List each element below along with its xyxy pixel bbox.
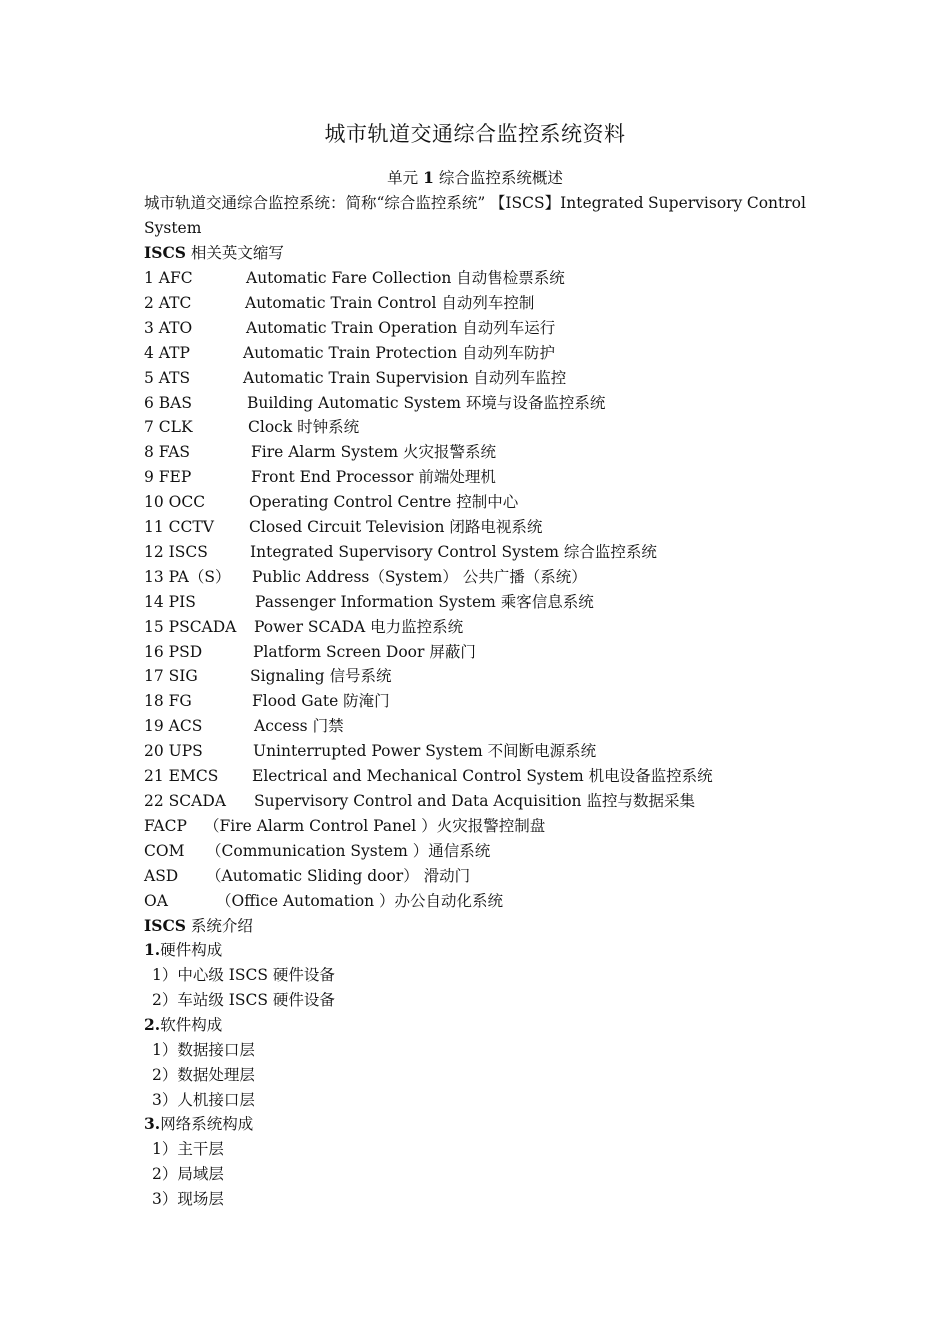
abbreviation-code: 15 PSCADA [144,617,237,636]
abbreviation-description: Flood Gate 防淹门 [252,692,390,711]
network-item: 2）局域层 [152,1165,224,1183]
intro-text-word-3: Control [746,194,806,212]
unit-name: 综合监控系统概述 [438,169,563,187]
software-heading [144,1015,222,1035]
abbreviation-row [144,766,844,786]
abbreviation-row [144,492,844,512]
abbreviation-code: 2 ATC [144,293,192,312]
abbreviation-code: 22 SCADA [144,791,226,810]
system-intro-heading-text: 系统介绍 [185,917,253,935]
abbreviation-description: Uninterrupted Power System 不间断电源系统 [253,742,597,761]
abbreviation-code: 14 PIS [144,592,196,611]
abbreviation-code: 20 UPS [144,742,203,761]
abbreviation-code: 19 ACS [144,717,203,736]
abbreviation-description: （Automatic Sliding door） 滑动门 [206,866,471,885]
abbreviation-code: 13 PA（S） [144,567,231,586]
abbreviations-heading-bold: ISCS [144,243,186,262]
abbreviation-description: Electrical and Mechanical Control System 机电设备监控系统 [252,767,713,785]
abbreviation-row [144,791,844,811]
abbreviation-description: Supervisory Control and Data Acquisition 监控与数据采集 [254,791,695,810]
abbreviation-row [144,666,844,686]
abbreviation-description: Passenger Information System 乘客信息系统 [255,592,594,611]
abbreviation-description: Power SCADA 电力监控系统 [254,617,464,636]
abbreviation-row [144,542,844,562]
abbreviation-row [144,691,844,711]
software-item: 1）数据接口层 [152,1041,255,1059]
network-heading-text: 网络系统构成 [160,1115,254,1133]
abbreviation-row [144,741,844,761]
unit-heading [0,166,950,188]
abbreviation-row [144,318,844,338]
intro-paragraph [144,193,806,213]
hardware-item: 2）车站级 ISCS 硬件设备 [152,991,335,1009]
abbreviation-code: 16 PSD [144,642,203,661]
abbreviation-row [144,617,844,637]
abbreviation-code: 17 SIG [144,667,198,686]
system-intro-heading [144,916,253,936]
abbreviation-row [144,467,844,487]
abbreviation-code: 7 CLK [144,418,193,437]
abbreviation-row [144,841,844,861]
unit-number: 1 [423,168,434,187]
abbreviation-row [144,816,844,836]
abbreviation-code: 8 FAS [144,443,191,462]
abbreviation-code: OA [144,891,168,910]
abbreviation-code: 21 EMCS [144,767,219,785]
abbreviation-description: Platform Screen Door 屏蔽门 [253,642,476,661]
intro-text-word-2: Supervisory [648,194,743,212]
intro-paragraph-continued: System [144,219,202,237]
abbreviation-description: Front End Processor 前端处理机 [251,468,496,487]
abbreviation-code: 9 FEP [144,468,192,487]
abbreviation-code: 6 BAS [144,393,192,412]
intro-text-cn: 城市轨道交通综合监控系统：简称“综合监控系统” [144,194,486,212]
abbreviation-row [144,567,844,587]
abbreviation-code: 11 CCTV [144,518,214,536]
abbreviation-row [144,642,844,662]
abbreviation-code: 18 FG [144,692,192,711]
abbreviation-code: 5 ATS [144,368,191,387]
abbreviations-heading-text: 相关英文缩写 [185,244,284,262]
network-item: 1）主干层 [152,1140,224,1158]
abbreviation-code: FACP [144,816,187,835]
abbreviation-description: Building Automatic System 环境与设备监控系统 [247,393,606,412]
abbreviation-description: Automatic Train Supervision 自动列车监控 [243,368,567,387]
abbreviation-code: 1 AFC [144,269,193,287]
abbreviation-row [144,716,844,736]
abbreviation-code: 3 ATO [144,318,193,337]
document-title: 城市轨道交通综合监控系统资料 [324,122,626,146]
abbreviation-row [144,293,844,313]
abbreviation-description: Automatic Train Control 自动列车控制 [245,293,535,312]
abbreviation-row [144,343,844,363]
intro-text-abbr: 【ISCS】Integrated [489,194,644,212]
abbreviation-row [144,268,844,288]
abbreviation-row [144,442,844,462]
abbreviation-description: Public Address（System） 公共广播（系统） [252,567,587,586]
abbreviation-row [144,417,844,437]
abbreviation-description: （Fire Alarm Control Panel ）火灾报警控制盘 [204,816,546,835]
abbreviation-description: Closed Circuit Television 闭路电视系统 [249,518,543,536]
hardware-item: 1）中心级 ISCS 硬件设备 [152,966,335,984]
hardware-heading-text: 硬件构成 [160,941,223,959]
abbreviation-row [144,891,844,911]
network-heading-number: 3. [144,1114,161,1133]
abbreviation-description: Fire Alarm System 火灾报警系统 [251,443,497,462]
hardware-heading [144,940,222,960]
abbreviation-description: Signaling 信号系统 [250,667,392,686]
abbreviation-code: 12 ISCS [144,542,208,561]
software-item: 2）数据处理层 [152,1066,255,1084]
abbreviation-row [144,368,844,388]
abbreviation-description: Automatic Train Protection 自动列车防护 [243,343,556,362]
abbreviation-code: ASD [144,866,179,885]
network-item: 3）现场层 [152,1190,224,1208]
abbreviation-row [144,517,844,537]
abbreviation-description: Automatic Fare Collection 自动售检票系统 [246,269,565,287]
abbreviation-row [144,866,844,886]
abbreviation-code: 4 ATP [144,343,190,362]
software-heading-text: 软件构成 [160,1016,223,1034]
abbreviation-description: Integrated Supervisory Control System 综合监控系统 [250,542,657,561]
abbreviation-description: （Communication System ）通信系统 [206,841,491,860]
abbreviation-description: Clock 时钟系统 [248,418,360,437]
abbreviation-code: 10 OCC [144,493,206,512]
abbreviation-description: Access 门禁 [254,717,344,736]
software-heading-number: 2. [144,1015,161,1034]
network-heading [144,1114,253,1134]
abbreviation-description: Automatic Train Operation 自动列车运行 [246,318,556,337]
abbreviation-row [144,592,844,612]
abbreviation-code: COM [144,841,185,860]
system-intro-heading-bold: ISCS [144,916,186,935]
hardware-heading-number: 1. [144,940,161,959]
abbreviation-row [144,393,844,413]
software-item: 3）人机接口层 [152,1091,255,1109]
abbreviations-heading [144,243,284,263]
unit-label: 单元 [387,169,419,187]
abbreviation-description: Operating Control Centre 控制中心 [249,493,519,512]
abbreviation-description: （Office Automation ）办公自动化系统 [216,891,504,910]
